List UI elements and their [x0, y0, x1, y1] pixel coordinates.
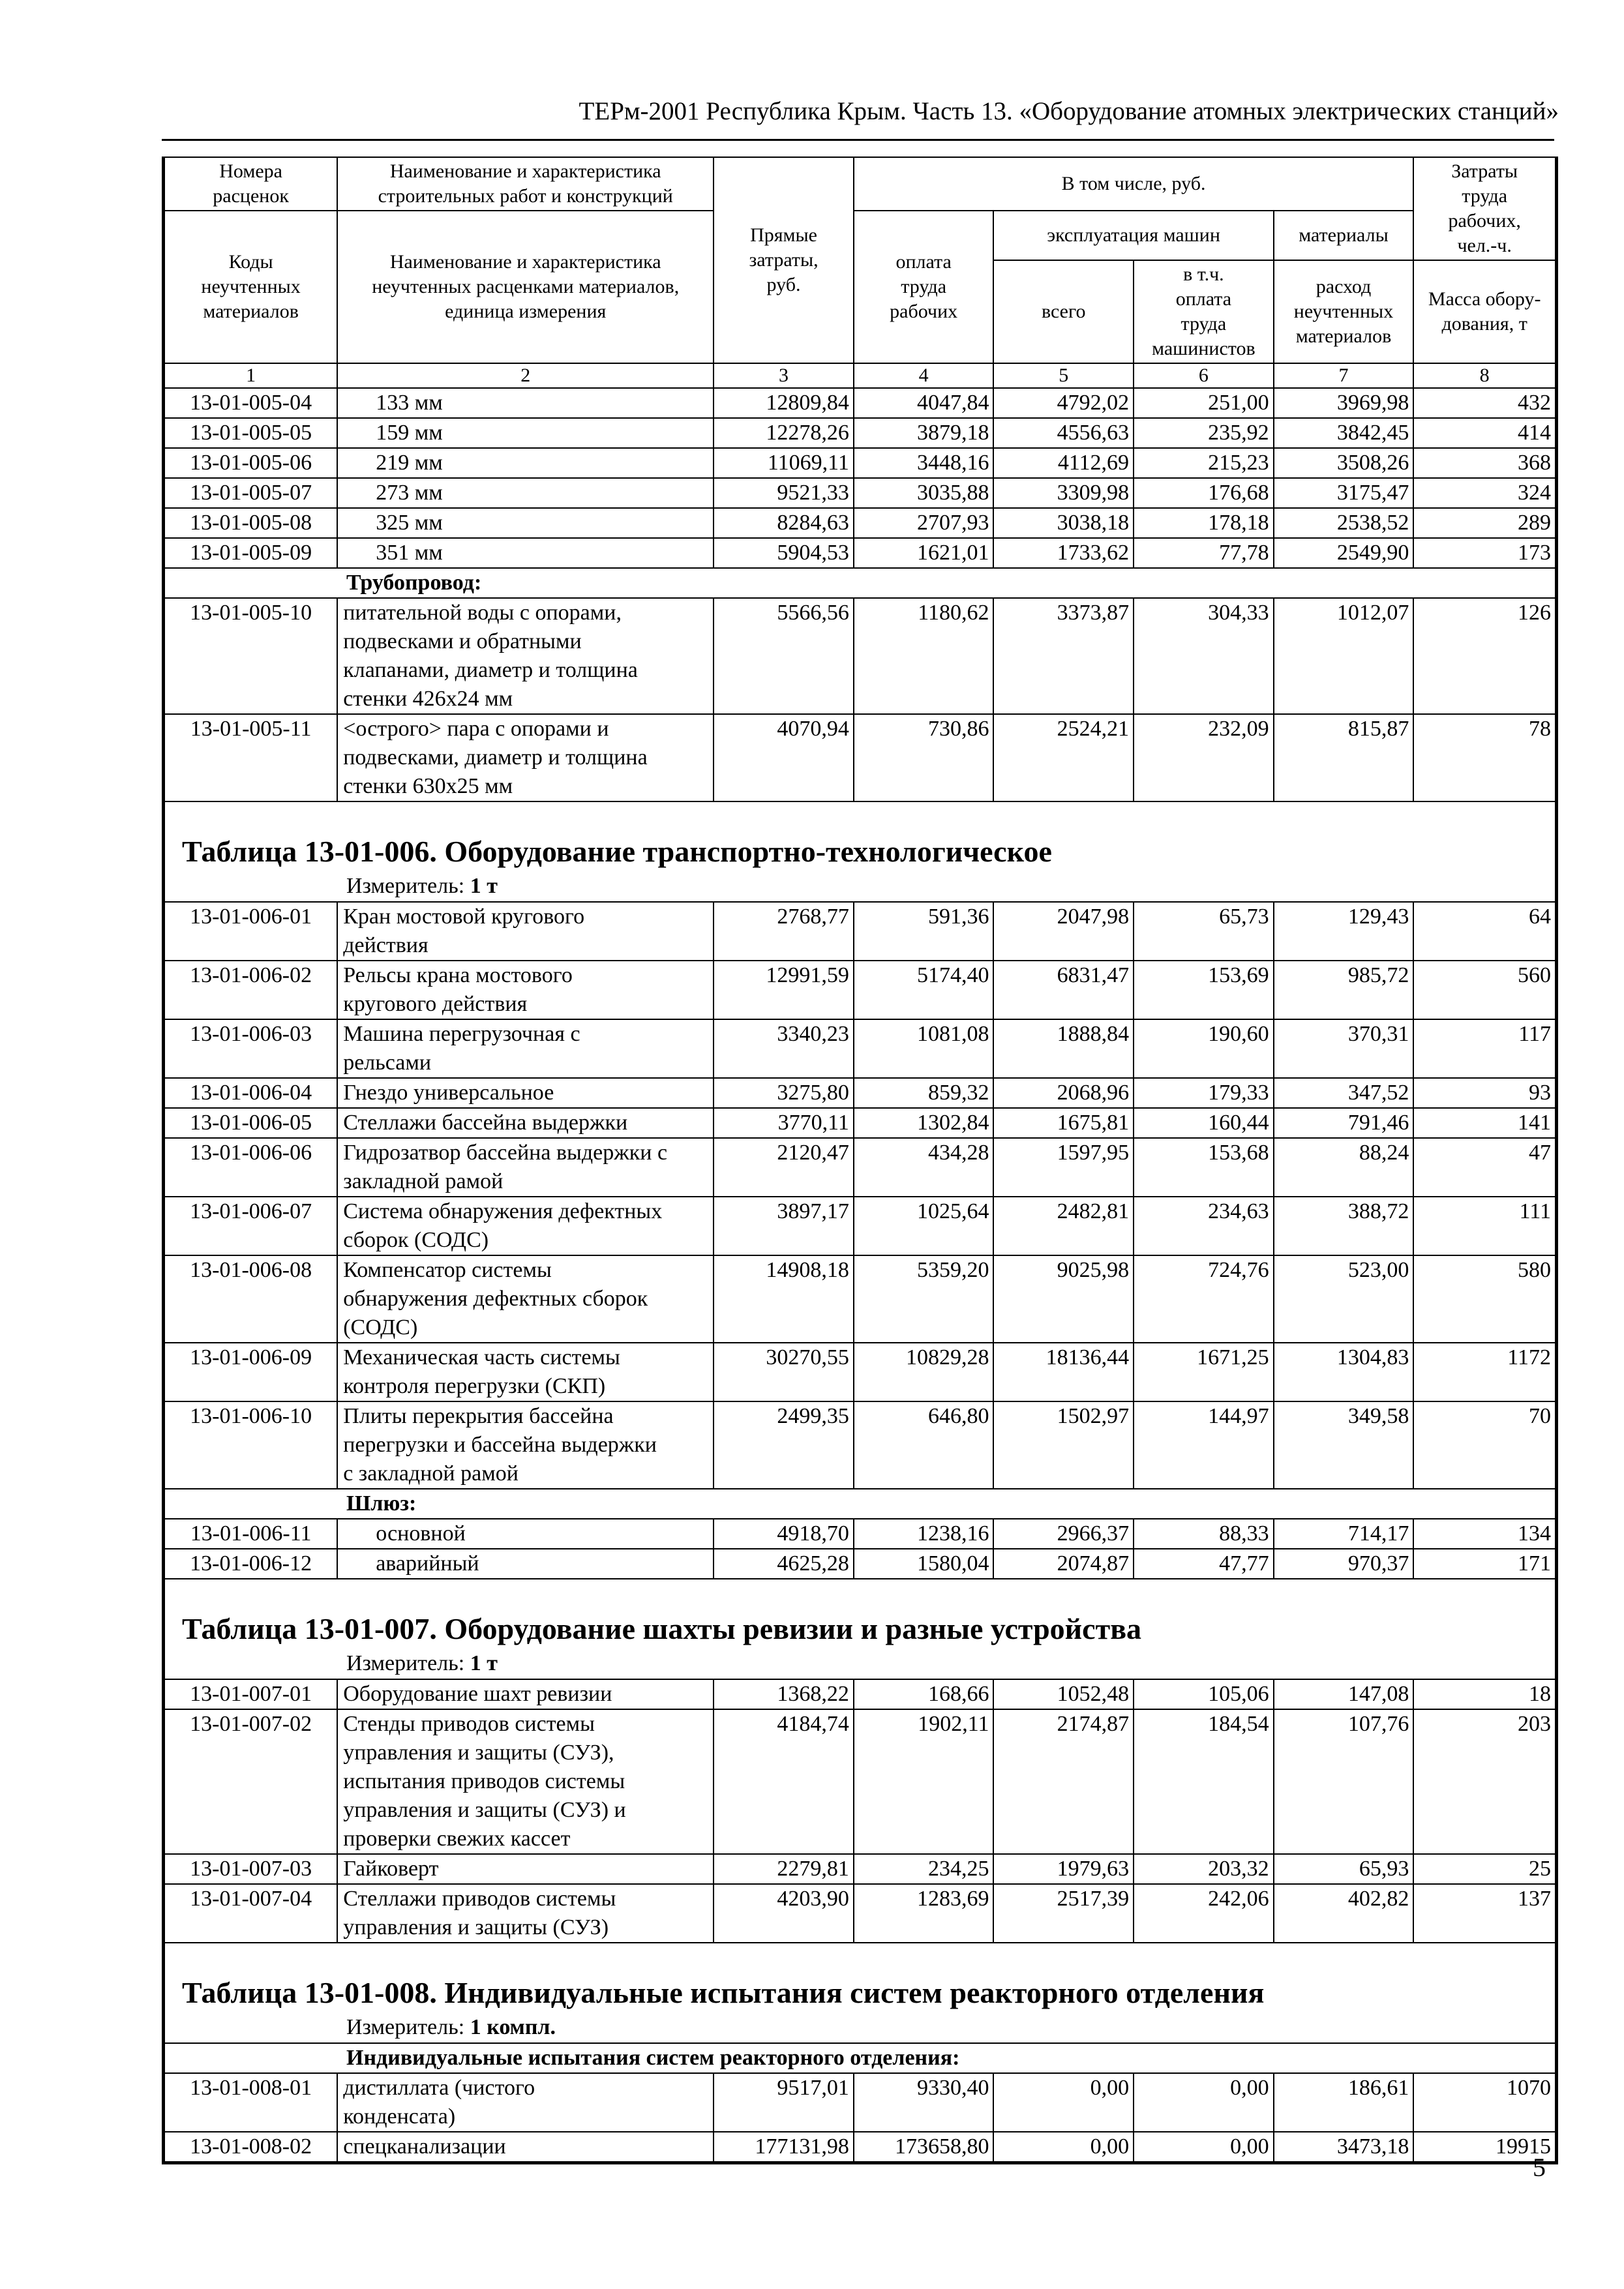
- operators-pay-cell: 105,06: [1134, 1679, 1274, 1709]
- machines-total-cell: 1502,97: [993, 1401, 1134, 1489]
- rate-name-cell: 273 мм: [337, 478, 714, 508]
- machines-total-cell: 1733,62: [993, 538, 1134, 568]
- materials-cell: 3969,98: [1274, 388, 1414, 418]
- machines-total-cell: 18136,44: [993, 1343, 1134, 1401]
- group-heading: Трубопровод:: [164, 568, 1556, 598]
- direct-costs-cell: 5904,53: [714, 538, 854, 568]
- labor-pay-cell: 1302,84: [854, 1108, 994, 1138]
- labor-hours-cell: 78: [1413, 714, 1556, 801]
- group-row: [164, 2043, 1556, 2073]
- col-head-material-codes: Коды неучтенных материалов: [164, 211, 337, 363]
- direct-costs-cell: 3897,17: [714, 1197, 854, 1255]
- machines-total-cell: 6831,47: [993, 961, 1134, 1019]
- machines-total-cell: 3309,98: [993, 478, 1134, 508]
- col-head-material-names: Наименование и характеристика неучтенных расценками материалов, единица измерения: [337, 211, 714, 363]
- table-title: Таблица 13-01-008. Индивидуальные испытания систем реакторного отделения: [182, 1976, 1265, 2009]
- materials-cell: 1304,83: [1274, 1343, 1414, 1401]
- labor-hours-cell: 173: [1413, 538, 1556, 568]
- labor-hours-cell: 117: [1413, 1019, 1556, 1078]
- direct-costs-cell: 3340,23: [714, 1019, 854, 1078]
- materials-cell: 65,93: [1274, 1854, 1414, 1884]
- labor-pay-cell: 5359,20: [854, 1255, 994, 1343]
- col-number: 5: [993, 363, 1134, 388]
- materials-cell: 714,17: [1274, 1519, 1414, 1549]
- labor-hours-cell: 432: [1413, 388, 1556, 418]
- table-row: [164, 538, 1556, 568]
- direct-costs-cell: 9521,33: [714, 478, 854, 508]
- section-heading-row: [164, 1579, 1556, 1679]
- machines-total-cell: 0,00: [993, 2073, 1134, 2132]
- rate-name-cell: Система обнаружения дефектных сборок (СОДС): [337, 1197, 714, 1255]
- col-number: 8: [1413, 363, 1556, 388]
- materials-cell: 2538,52: [1274, 508, 1414, 538]
- machines-total-cell: 1052,48: [993, 1679, 1134, 1709]
- table-row: [164, 598, 1556, 714]
- direct-costs-cell: 14908,18: [714, 1255, 854, 1343]
- labor-hours-cell: 368: [1413, 448, 1556, 478]
- labor-hours-cell: 141: [1413, 1108, 1556, 1138]
- labor-pay-cell: 859,32: [854, 1078, 994, 1108]
- machines-total-cell: 1888,84: [993, 1019, 1134, 1078]
- measurement-unit: [165, 871, 1555, 901]
- section-spacer: [165, 1579, 1555, 1593]
- rate-name-cell: основной: [337, 1519, 714, 1549]
- table-row: [164, 2073, 1556, 2132]
- labor-pay-cell: 5174,40: [854, 961, 994, 1019]
- rate-name-cell: Машина перегрузочная с рельсами: [337, 1019, 714, 1078]
- direct-costs-cell: 12991,59: [714, 961, 854, 1019]
- labor-hours-cell: 137: [1413, 1884, 1556, 1943]
- operators-pay-cell: 235,92: [1134, 418, 1274, 448]
- column-number-row: [164, 363, 1556, 388]
- labor-hours-cell: 203: [1413, 1709, 1556, 1854]
- table-row: [164, 1549, 1556, 1579]
- labor-pay-cell: 3035,88: [854, 478, 994, 508]
- rate-code-cell: 13-01-005-08: [164, 508, 337, 538]
- machines-total-cell: 2524,21: [993, 714, 1134, 801]
- direct-costs-cell: 11069,11: [714, 448, 854, 478]
- table-row: [164, 1108, 1556, 1138]
- col-head-machine-operators: в т.ч. оплата труда машинистов: [1134, 260, 1274, 363]
- table-row: [164, 961, 1556, 1019]
- rate-code-cell: 13-01-006-10: [164, 1401, 337, 1489]
- table-row: [164, 1255, 1556, 1343]
- section-heading-cell: [164, 1579, 1556, 1679]
- rate-name-cell: <острого> пара с опорами и подвесками, диаметр и толщина стенки 630х25 мм: [337, 714, 714, 801]
- materials-cell: 107,76: [1274, 1709, 1414, 1854]
- labor-hours-cell: 560: [1413, 961, 1556, 1019]
- rate-code-cell: 13-01-005-11: [164, 714, 337, 801]
- rate-name-cell: Стеллажи бассейна выдержки: [337, 1108, 714, 1138]
- machines-total-cell: 2482,81: [993, 1197, 1134, 1255]
- operators-pay-cell: 0,00: [1134, 2132, 1274, 2162]
- operators-pay-cell: 153,68: [1134, 1138, 1274, 1197]
- rate-code-cell: 13-01-005-10: [164, 598, 337, 714]
- rate-code-cell: 13-01-007-02: [164, 1709, 337, 1854]
- machines-total-cell: 2047,98: [993, 902, 1134, 961]
- direct-costs-cell: 4184,74: [714, 1709, 854, 1854]
- direct-costs-cell: 4203,90: [714, 1884, 854, 1943]
- group-heading: Шлюз:: [164, 1489, 1556, 1519]
- operators-pay-cell: 178,18: [1134, 508, 1274, 538]
- rate-name-cell: Стенды приводов системы управления и защиты (СУЗ), испытания приводов системы управления и защиты (СУЗ) и проверки свежих кассет: [337, 1709, 714, 1854]
- measurement-unit: [165, 1649, 1555, 1679]
- rate-name-cell: Гнездо универсальное: [337, 1078, 714, 1108]
- col-number: 2: [337, 363, 714, 388]
- table-title: Таблица 13-01-006. Оборудование транспортно-технологическое: [182, 835, 1052, 868]
- col-head-materials: материалы: [1274, 211, 1414, 260]
- materials-cell: 3175,47: [1274, 478, 1414, 508]
- table-body: [164, 157, 1556, 2162]
- section-spacer: [165, 802, 1555, 815]
- measurement-value: 1 компл.: [470, 2015, 556, 2039]
- machines-total-cell: 2517,39: [993, 1884, 1134, 1943]
- table-row: [164, 1854, 1556, 1884]
- materials-cell: 2549,90: [1274, 538, 1414, 568]
- direct-costs-cell: 3275,80: [714, 1078, 854, 1108]
- operators-pay-cell: 234,63: [1134, 1197, 1274, 1255]
- operators-pay-cell: 1671,25: [1134, 1343, 1274, 1401]
- machines-total-cell: 2966,37: [993, 1519, 1134, 1549]
- labor-hours-cell: 19915: [1413, 2132, 1556, 2162]
- labor-pay-cell: 168,66: [854, 1679, 994, 1709]
- materials-cell: 186,61: [1274, 2073, 1414, 2132]
- machines-total-cell: 4556,63: [993, 418, 1134, 448]
- table-row: [164, 1679, 1556, 1709]
- materials-cell: 791,46: [1274, 1108, 1414, 1138]
- labor-hours-cell: 171: [1413, 1549, 1556, 1579]
- table-row: [164, 2132, 1556, 2162]
- labor-hours-cell: 289: [1413, 508, 1556, 538]
- rates-table-sheet: [162, 157, 1558, 2164]
- machines-total-cell: 1675,81: [993, 1108, 1134, 1138]
- labor-hours-cell: 47: [1413, 1138, 1556, 1197]
- labor-hours-cell: 93: [1413, 1078, 1556, 1108]
- labor-pay-cell: 1025,64: [854, 1197, 994, 1255]
- labor-pay-cell: 434,28: [854, 1138, 994, 1197]
- materials-cell: 402,82: [1274, 1884, 1414, 1943]
- col-head-direct-costs: Прямые затраты, руб.: [714, 157, 854, 363]
- section-heading-row: [164, 1943, 1556, 2043]
- table-row: [164, 1019, 1556, 1078]
- direct-costs-cell: 30270,55: [714, 1343, 854, 1401]
- table-title: Таблица 13-01-007. Оборудование шахты ревизии и разные устройства: [182, 1612, 1142, 1645]
- machines-total-cell: 9025,98: [993, 1255, 1134, 1343]
- operators-pay-cell: 190,60: [1134, 1019, 1274, 1078]
- rate-code-cell: 13-01-006-04: [164, 1078, 337, 1108]
- group-row: [164, 568, 1556, 598]
- direct-costs-cell: 2768,77: [714, 902, 854, 961]
- header-row-1: [164, 157, 1556, 211]
- operators-pay-cell: 724,76: [1134, 1255, 1274, 1343]
- col-head-machines: эксплуатация машин: [993, 211, 1273, 260]
- operators-pay-cell: 242,06: [1134, 1884, 1274, 1943]
- rate-code-cell: 13-01-007-01: [164, 1679, 337, 1709]
- table-row: [164, 902, 1556, 961]
- direct-costs-cell: 3770,11: [714, 1108, 854, 1138]
- operators-pay-cell: 203,32: [1134, 1854, 1274, 1884]
- machines-total-cell: 1979,63: [993, 1854, 1134, 1884]
- labor-hours-cell: 126: [1413, 598, 1556, 714]
- col-head-name: Наименование и характеристика строительных работ и конструкций: [337, 157, 714, 211]
- col-head-including: В том числе, руб.: [854, 157, 1413, 211]
- materials-cell: 88,24: [1274, 1138, 1414, 1197]
- operators-pay-cell: 88,33: [1134, 1519, 1274, 1549]
- rate-code-cell: 13-01-006-02: [164, 961, 337, 1019]
- machines-total-cell: 3038,18: [993, 508, 1134, 538]
- rate-code-cell: 13-01-006-09: [164, 1343, 337, 1401]
- col-head-rate-numbers: Номера расценок: [164, 157, 337, 211]
- rate-code-cell: 13-01-006-03: [164, 1019, 337, 1078]
- labor-pay-cell: 1238,16: [854, 1519, 994, 1549]
- table-row: [164, 1519, 1556, 1549]
- table-row: [164, 714, 1556, 801]
- rate-name-cell: 325 мм: [337, 508, 714, 538]
- labor-pay-cell: 234,25: [854, 1854, 994, 1884]
- labor-hours-cell: 1172: [1413, 1343, 1556, 1401]
- table-row: [164, 1709, 1556, 1854]
- rate-name-cell: Оборудование шахт ревизии: [337, 1679, 714, 1709]
- operators-pay-cell: 215,23: [1134, 448, 1274, 478]
- materials-cell: 147,08: [1274, 1679, 1414, 1709]
- materials-cell: 1012,07: [1274, 598, 1414, 714]
- measurement-label: Измеритель:: [346, 1651, 465, 1675]
- machines-total-cell: 0,00: [993, 2132, 1134, 2162]
- operators-pay-cell: 176,68: [1134, 478, 1274, 508]
- labor-hours-cell: 580: [1413, 1255, 1556, 1343]
- labor-hours-cell: 111: [1413, 1197, 1556, 1255]
- table-row: [164, 478, 1556, 508]
- operators-pay-cell: 153,69: [1134, 961, 1274, 1019]
- labor-pay-cell: 1081,08: [854, 1019, 994, 1078]
- rate-code-cell: 13-01-005-05: [164, 418, 337, 448]
- rate-name-cell: Кран мостовой кругового действия: [337, 902, 714, 961]
- rate-code-cell: 13-01-006-07: [164, 1197, 337, 1255]
- labor-pay-cell: 646,80: [854, 1401, 994, 1489]
- operators-pay-cell: 77,78: [1134, 538, 1274, 568]
- operators-pay-cell: 304,33: [1134, 598, 1274, 714]
- machines-total-cell: 4112,69: [993, 448, 1134, 478]
- direct-costs-cell: 5566,56: [714, 598, 854, 714]
- rate-code-cell: 13-01-008-02: [164, 2132, 337, 2162]
- machines-total-cell: 3373,87: [993, 598, 1134, 714]
- measurement-label: Измеритель:: [346, 2015, 465, 2039]
- labor-pay-cell: 9330,40: [854, 2073, 994, 2132]
- rate-code-cell: 13-01-006-01: [164, 902, 337, 961]
- direct-costs-cell: 4070,94: [714, 714, 854, 801]
- materials-cell: 3473,18: [1274, 2132, 1414, 2162]
- rate-name-cell: Рельсы крана мостового кругового действия: [337, 961, 714, 1019]
- direct-costs-cell: 4918,70: [714, 1519, 854, 1549]
- running-header: ТЕРм-2001 Республика Крым. Часть 13. «Оборудование атомных электрических станций»: [579, 97, 1559, 125]
- section-heading-cell: [164, 801, 1556, 902]
- materials-cell: 3842,45: [1274, 418, 1414, 448]
- labor-hours-cell: 70: [1413, 1401, 1556, 1489]
- rate-name-cell: дистиллата (чистого конденсата): [337, 2073, 714, 2132]
- header-row-3: [164, 211, 1556, 260]
- rate-name-cell: 219 мм: [337, 448, 714, 478]
- page-number: 5: [1533, 2153, 1546, 2182]
- col-number: 1: [164, 363, 337, 388]
- rate-name-cell: 351 мм: [337, 538, 714, 568]
- materials-cell: 347,52: [1274, 1078, 1414, 1108]
- operators-pay-cell: 184,54: [1134, 1709, 1274, 1854]
- rate-code-cell: 13-01-008-01: [164, 2073, 337, 2132]
- col-head-unaccounted-materials: расход неучтенных материалов: [1274, 260, 1414, 363]
- group-heading: Индивидуальные испытания систем реакторного отделения:: [164, 2043, 1556, 2073]
- rate-name-cell: аварийный: [337, 1549, 714, 1579]
- col-number: 3: [714, 363, 854, 388]
- rate-name-cell: 133 мм: [337, 388, 714, 418]
- labor-pay-cell: 3879,18: [854, 418, 994, 448]
- labor-pay-cell: 3448,16: [854, 448, 994, 478]
- rate-name-cell: Гидрозатвор бассейна выдержки с закладной рамой: [337, 1138, 714, 1197]
- materials-cell: 349,58: [1274, 1401, 1414, 1489]
- col-head-labor-costs: Затраты труда рабочих, чел.-ч.: [1413, 157, 1556, 260]
- direct-costs-cell: 4625,28: [714, 1549, 854, 1579]
- table-row: [164, 1884, 1556, 1943]
- rate-name-cell: Стеллажи приводов системы управления и защиты (СУЗ): [337, 1884, 714, 1943]
- machines-total-cell: 4792,02: [993, 388, 1134, 418]
- labor-pay-cell: 1283,69: [854, 1884, 994, 1943]
- labor-hours-cell: 25: [1413, 1854, 1556, 1884]
- labor-hours-cell: 64: [1413, 902, 1556, 961]
- table-row: [164, 1401, 1556, 1489]
- direct-costs-cell: 2499,35: [714, 1401, 854, 1489]
- rate-name-cell: спецканализации: [337, 2132, 714, 2162]
- labor-pay-cell: 10829,28: [854, 1343, 994, 1401]
- measurement-value: 1 т: [470, 1651, 498, 1675]
- labor-hours-cell: 18: [1413, 1679, 1556, 1709]
- rate-code-cell: 13-01-005-04: [164, 388, 337, 418]
- operators-pay-cell: 65,73: [1134, 902, 1274, 961]
- table-row: [164, 448, 1556, 478]
- rate-name-cell: питательной воды с опорами, подвесками и обратными клапанами, диаметр и толщина стенки 426х24 мм: [337, 598, 714, 714]
- col-number: 7: [1274, 363, 1414, 388]
- labor-hours-cell: 134: [1413, 1519, 1556, 1549]
- materials-cell: 388,72: [1274, 1197, 1414, 1255]
- measurement-label: Измеритель:: [346, 874, 465, 898]
- rate-code-cell: 13-01-007-03: [164, 1854, 337, 1884]
- group-row: [164, 1489, 1556, 1519]
- machines-total-cell: 2174,87: [993, 1709, 1134, 1854]
- direct-costs-cell: 12278,26: [714, 418, 854, 448]
- materials-cell: 129,43: [1274, 902, 1414, 961]
- machines-total-cell: 2074,87: [993, 1549, 1134, 1579]
- labor-hours-cell: 1070: [1413, 2073, 1556, 2132]
- rate-code-cell: 13-01-005-06: [164, 448, 337, 478]
- rate-name-cell: 159 мм: [337, 418, 714, 448]
- materials-cell: 3508,26: [1274, 448, 1414, 478]
- table-row: [164, 1138, 1556, 1197]
- measurement-unit: [165, 2012, 1555, 2042]
- labor-pay-cell: 1902,11: [854, 1709, 994, 1854]
- labor-pay-cell: 1621,01: [854, 538, 994, 568]
- header-divider: [162, 139, 1554, 141]
- section-heading-cell: [164, 1943, 1556, 2043]
- operators-pay-cell: 232,09: [1134, 714, 1274, 801]
- materials-cell: 815,87: [1274, 714, 1414, 801]
- rate-code-cell: 13-01-006-05: [164, 1108, 337, 1138]
- col-number: 4: [854, 363, 994, 388]
- operators-pay-cell: 47,77: [1134, 1549, 1274, 1579]
- rate-name-cell: Плиты перекрытия бассейна перегрузки и бассейна выдержки с закладной рамой: [337, 1401, 714, 1489]
- materials-cell: 370,31: [1274, 1019, 1414, 1078]
- rate-code-cell: 13-01-007-04: [164, 1884, 337, 1943]
- operators-pay-cell: 144,97: [1134, 1401, 1274, 1489]
- col-head-equipment-mass: Масса обору- дования, т: [1413, 260, 1556, 363]
- rate-name-cell: Механическая часть системы контроля перегрузки (СКП): [337, 1343, 714, 1401]
- col-number: 6: [1134, 363, 1274, 388]
- operators-pay-cell: 179,33: [1134, 1078, 1274, 1108]
- machines-total-cell: 1597,95: [993, 1138, 1134, 1197]
- rate-code-cell: 13-01-006-08: [164, 1255, 337, 1343]
- table-row: [164, 388, 1556, 418]
- labor-pay-cell: 2707,93: [854, 508, 994, 538]
- table-row: [164, 418, 1556, 448]
- direct-costs-cell: 2279,81: [714, 1854, 854, 1884]
- col-head-machines-total: всего: [993, 260, 1134, 363]
- labor-pay-cell: 1180,62: [854, 598, 994, 714]
- machines-total-cell: 2068,96: [993, 1078, 1134, 1108]
- labor-hours-cell: 414: [1413, 418, 1556, 448]
- table-row: [164, 508, 1556, 538]
- table-row: [164, 1197, 1556, 1255]
- section-spacer: [165, 1943, 1555, 1956]
- direct-costs-cell: 177131,98: [714, 2132, 854, 2162]
- labor-pay-cell: 4047,84: [854, 388, 994, 418]
- materials-cell: 970,37: [1274, 1549, 1414, 1579]
- rate-code-cell: 13-01-006-12: [164, 1549, 337, 1579]
- measurement-value: 1 т: [470, 874, 498, 898]
- direct-costs-cell: 9517,01: [714, 2073, 854, 2132]
- operators-pay-cell: 251,00: [1134, 388, 1274, 418]
- rates-table: [164, 157, 1556, 2162]
- labor-hours-cell: 324: [1413, 478, 1556, 508]
- labor-pay-cell: 173658,80: [854, 2132, 994, 2162]
- labor-pay-cell: 1580,04: [854, 1549, 994, 1579]
- direct-costs-cell: 8284,63: [714, 508, 854, 538]
- table-row: [164, 1343, 1556, 1401]
- labor-pay-cell: 730,86: [854, 714, 994, 801]
- direct-costs-cell: 12809,84: [714, 388, 854, 418]
- materials-cell: 985,72: [1274, 961, 1414, 1019]
- labor-pay-cell: 591,36: [854, 902, 994, 961]
- materials-cell: 523,00: [1274, 1255, 1414, 1343]
- rate-code-cell: 13-01-006-06: [164, 1138, 337, 1197]
- direct-costs-cell: 2120,47: [714, 1138, 854, 1197]
- rate-name-cell: Гайковерт: [337, 1854, 714, 1884]
- operators-pay-cell: 160,44: [1134, 1108, 1274, 1138]
- rate-code-cell: 13-01-006-11: [164, 1519, 337, 1549]
- direct-costs-cell: 1368,22: [714, 1679, 854, 1709]
- table-row: [164, 1078, 1556, 1108]
- rate-code-cell: 13-01-005-09: [164, 538, 337, 568]
- col-head-labor-pay: оплата труда рабочих: [854, 211, 994, 363]
- rate-code-cell: 13-01-005-07: [164, 478, 337, 508]
- section-heading-row: [164, 801, 1556, 902]
- operators-pay-cell: 0,00: [1134, 2073, 1274, 2132]
- rate-name-cell: Компенсатор системы обнаружения дефектных сборок (СОДС): [337, 1255, 714, 1343]
